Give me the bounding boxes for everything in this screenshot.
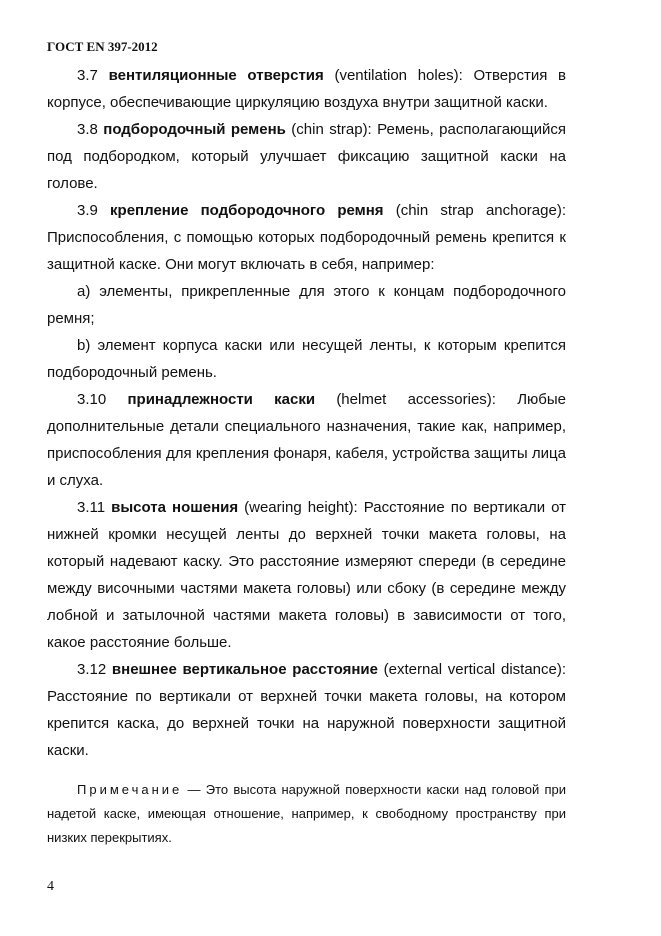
section-number: 3.10 xyxy=(77,391,107,408)
list-item-a xyxy=(47,278,566,332)
section-3-7 xyxy=(47,62,566,116)
note-text: — Это высота наружной поверхности каски над головой при надетой каске, имеющая отношение, например, к свободному пространству при низких перекрытиях. xyxy=(47,782,566,845)
section-number: 3.12 xyxy=(77,661,107,678)
section-text: (chin strap anchorage): Приспособления, с помощью которых подбородочный ремень крепится к защитной каске. Они могут включать в себя, например: xyxy=(47,202,566,273)
section-text: (ventilation holes): Отверстия в корпусе, обеспечивающие циркуляцию воздуха внутри защитной каски. xyxy=(47,67,567,111)
section-text: (helmet accessories): Любые дополнительные детали специального назначения, такие как, например, приспособления для крепления фонаря, кабеля, устройства защиты лица и слуха. xyxy=(47,391,567,489)
document-header: ГОСТ EN 397-2012 xyxy=(47,39,158,54)
section-term: высота ношения xyxy=(111,499,239,516)
section-3-9 xyxy=(47,197,566,278)
section-number: 3.9 xyxy=(77,202,98,219)
list-item-b xyxy=(47,332,566,386)
list-marker: a) xyxy=(77,283,91,300)
section-term: вентиляционные отверстия xyxy=(108,67,324,84)
section-text: (wearing height): Расстояние по вертикали от нижней кромки несущей ленты до верхней точки макета головы, на который надевают каску. Это расстояние измеряют спереди (в середине между височными частями макета головы) или сбоку (в середине между лобной и затылочной частями макета головы) в зависимости от того, какое расстояние больше. xyxy=(47,499,566,651)
section-3-11 xyxy=(47,494,566,656)
section-3-8 xyxy=(47,116,566,197)
page-number: 4 xyxy=(47,879,54,894)
section-number: 3.7 xyxy=(77,67,98,84)
section-term: принадлежности каски xyxy=(127,391,316,408)
section-term: крепление подбородочного ремня xyxy=(110,202,384,219)
document-body xyxy=(47,62,566,863)
section-text: (chin strap): Ремень, располагающийся под подбородком, который улучшает фиксацию защитной каски на голове. xyxy=(47,121,567,192)
section-text: (external vertical distance): Расстояние по вертикали от верхней точки макета головы, на котором крепится каска, до верхней точки на наружной поверхности защитной каски. xyxy=(47,661,567,759)
list-marker: b) xyxy=(77,337,91,354)
list-text: элементы, прикрепленные для этого к концам подбородочного ремня; xyxy=(47,283,566,327)
section-3-12 xyxy=(47,656,566,764)
section-term: внешнее вертикальное расстояние xyxy=(111,661,378,678)
note-paragraph xyxy=(47,778,566,850)
section-number: 3.11 xyxy=(77,499,106,516)
note-label: Примечание xyxy=(77,782,183,797)
section-3-10 xyxy=(47,386,566,494)
section-term: подбородочный ремень xyxy=(103,121,286,138)
section-number: 3.8 xyxy=(77,121,98,138)
list-text: элемент корпуса каски или несущей ленты, к которым крепится подбородочный ремень. xyxy=(47,337,566,381)
